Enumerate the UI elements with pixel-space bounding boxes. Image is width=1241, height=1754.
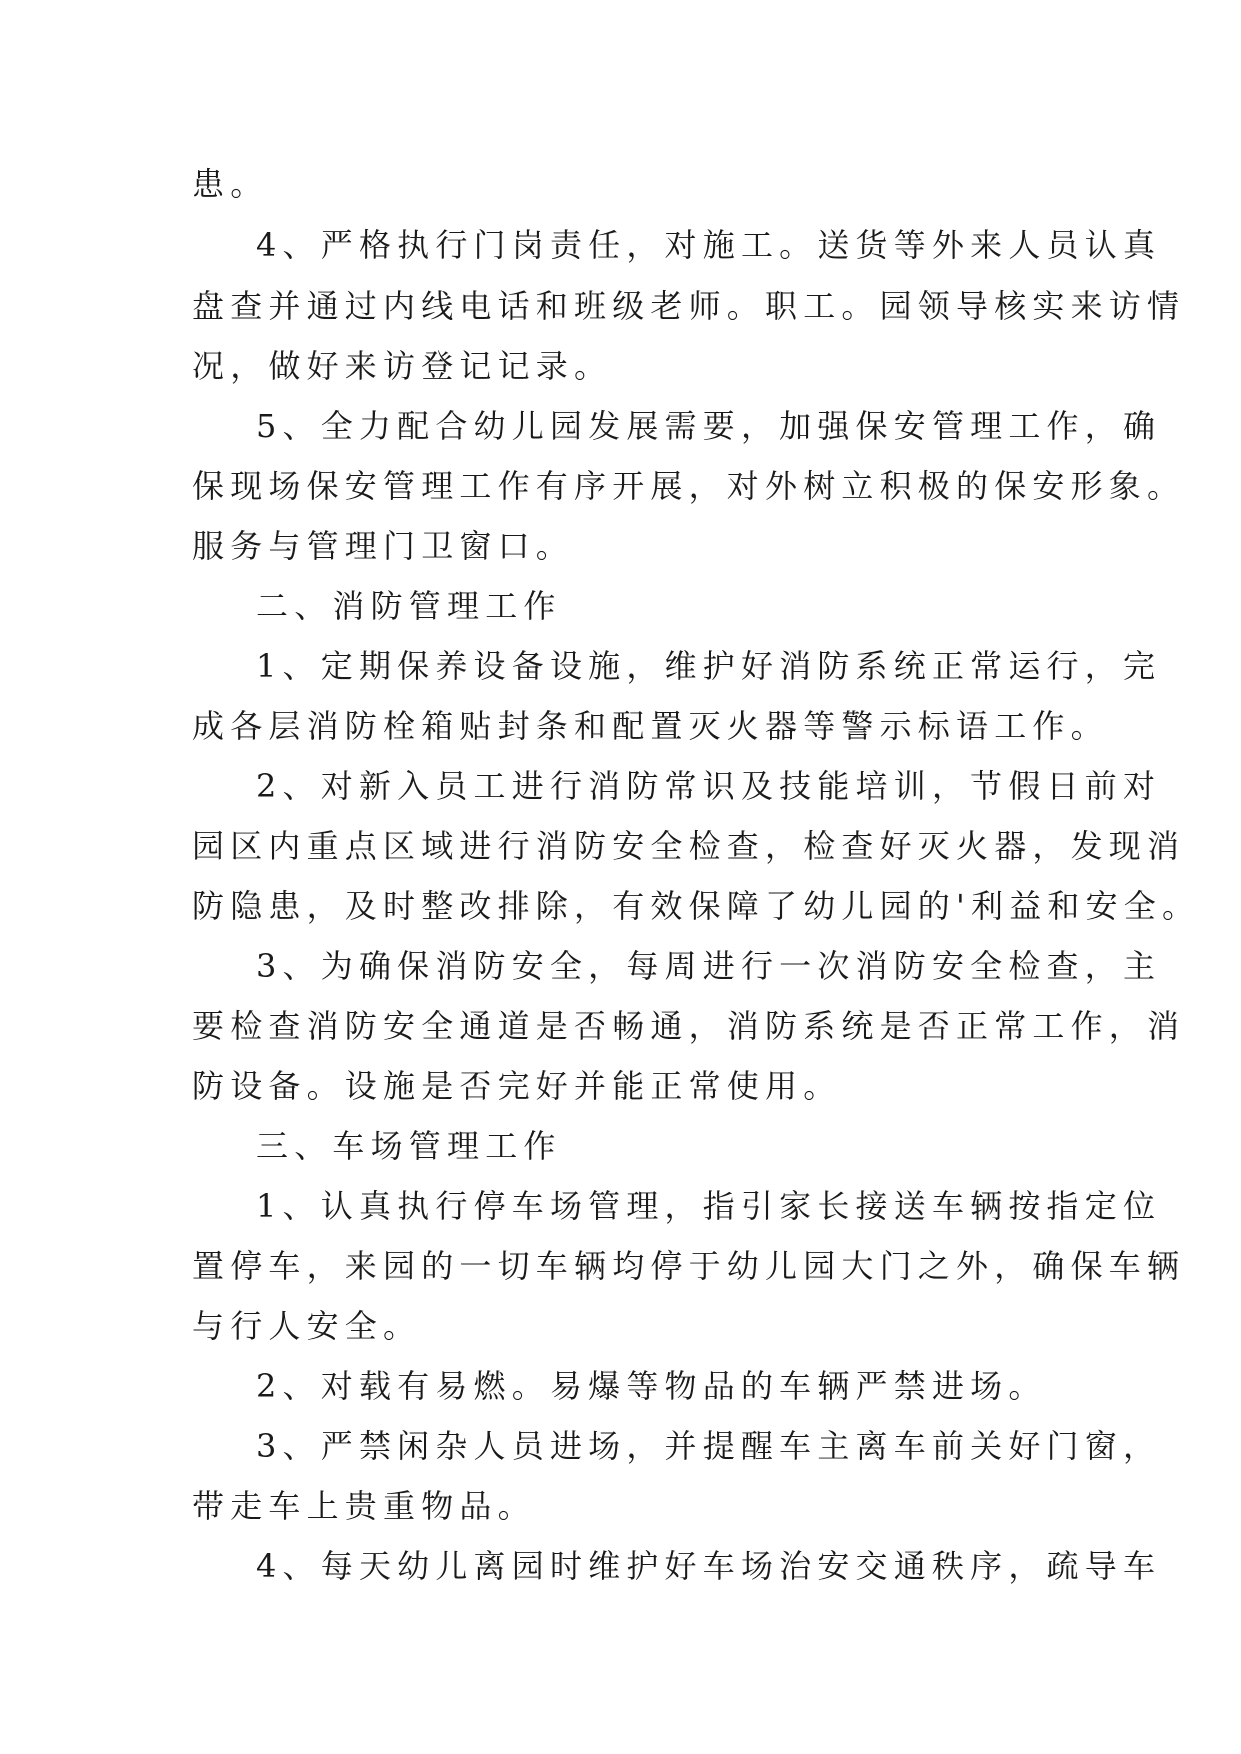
paragraph-line: 服务与管理门卫窗口。 xyxy=(192,527,575,565)
paragraph-line: 要检查消防安全通道是否畅通，消防系统是否正常工作，消 xyxy=(192,1007,1186,1045)
paragraph-line: 盘查并通过内线电话和班级老师。职工。园领导核实来访情 xyxy=(192,287,1186,325)
section-heading: 二、消防管理工作 xyxy=(256,587,562,625)
paragraph-line: 患。 xyxy=(192,165,269,203)
paragraph-line: 3、严禁闲杂人员进场，并提醒车主离车前关好门窗， xyxy=(256,1427,1162,1465)
paragraph-line: 防隐患，及时整改排除，有效保障了幼儿园的'利益和安全。 xyxy=(192,887,1201,925)
paragraph-line: 保现场保安管理工作有序开展，对外树立积极的保安形象。 xyxy=(192,467,1186,505)
paragraph-line: 1、定期保养设备设施，维护好消防系统正常运行，完 xyxy=(256,647,1162,685)
paragraph-line: 与行人安全。 xyxy=(192,1307,422,1345)
paragraph-line: 园区内重点区域进行消防安全检查，检查好灭火器，发现消 xyxy=(192,827,1186,865)
paragraph-line: 2、对载有易燃。易爆等物品的车辆严禁进场。 xyxy=(256,1367,1047,1405)
paragraph-line: 4、严格执行门岗责任，对施工。送货等外来人员认真 xyxy=(256,226,1162,264)
section-heading: 三、车场管理工作 xyxy=(256,1127,562,1165)
paragraph-line: 2、对新入员工进行消防常识及技能培训，节假日前对 xyxy=(256,767,1162,805)
paragraph-line: 防设备。设施是否完好并能正常使用。 xyxy=(192,1067,842,1105)
paragraph-line: 1、认真执行停车场管理，指引家长接送车辆按指定位 xyxy=(256,1187,1162,1225)
paragraph-line: 况，做好来访登记记录。 xyxy=(192,347,613,385)
paragraph-line: 带走车上贵重物品。 xyxy=(192,1487,536,1525)
paragraph-line: 置停车，来园的一切车辆均停于幼儿园大门之外，确保车辆 xyxy=(192,1247,1186,1285)
paragraph-line: 4、每天幼儿离园时维护好车场治安交通秩序，疏导车 xyxy=(256,1547,1162,1585)
paragraph-line: 3、为确保消防安全，每周进行一次消防安全检查，主 xyxy=(256,947,1162,985)
paragraph-line: 5、全力配合幼儿园发展需要，加强保安管理工作，确 xyxy=(256,407,1162,445)
paragraph-line: 成各层消防栓箱贴封条和配置灭火器等警示标语工作。 xyxy=(192,707,1109,745)
